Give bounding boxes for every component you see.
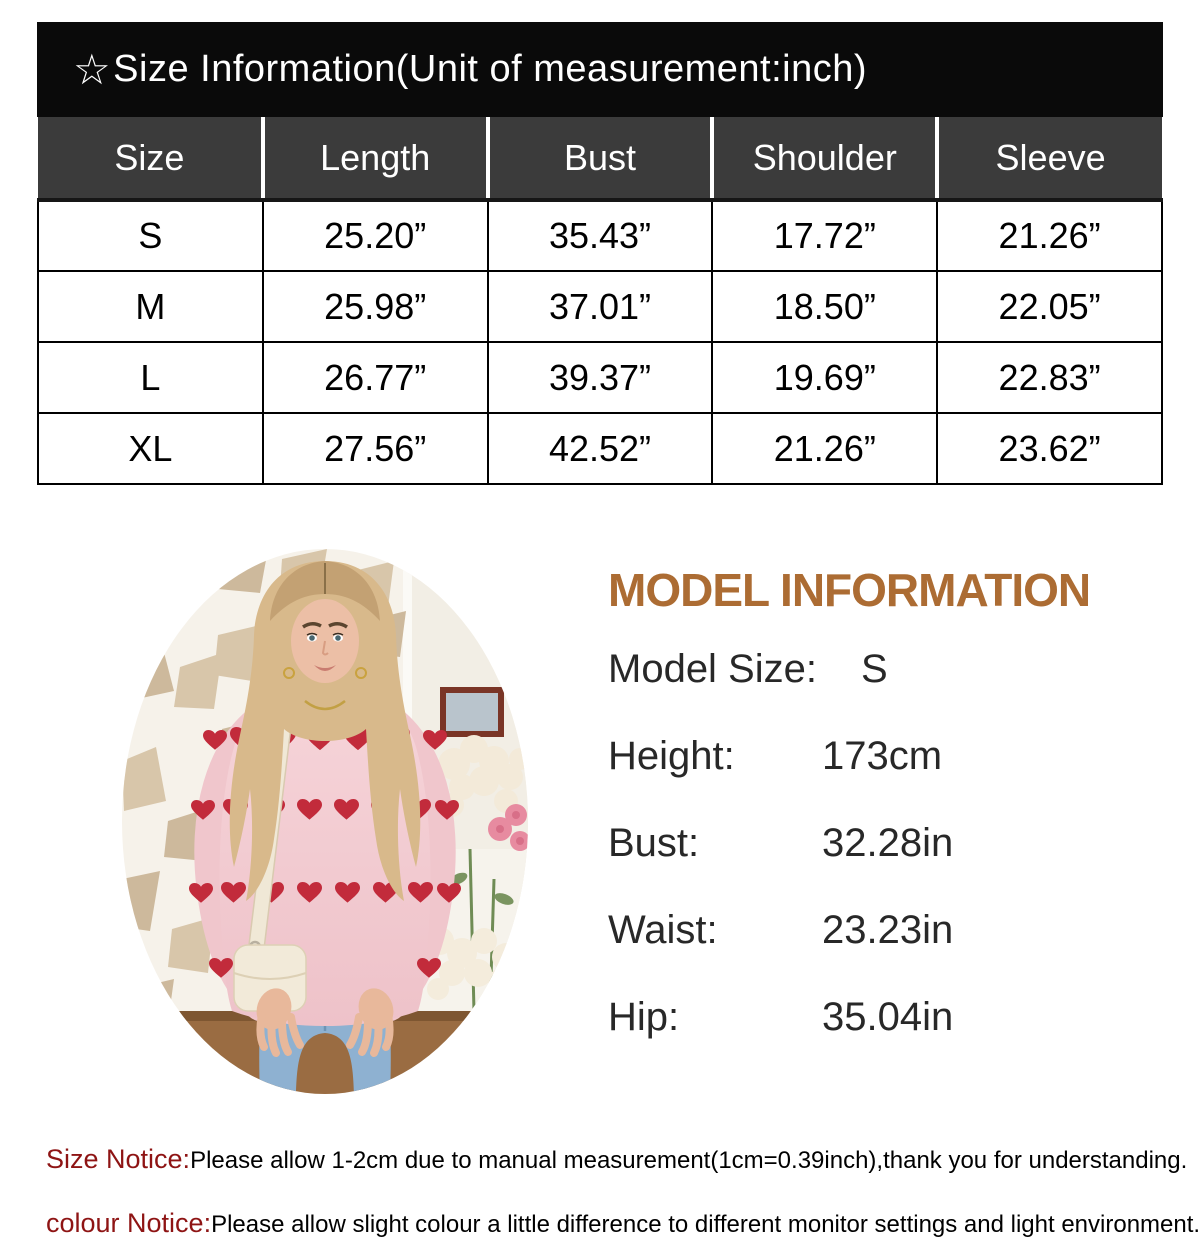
length-cell: 25.20” [263, 200, 488, 271]
model-section [0, 549, 1200, 1094]
colour-notice-text: Please allow slight colour a little difference to different monitor settings and light environment. [211, 1211, 1200, 1238]
model-info-row [608, 908, 1090, 953]
shoulder-cell: 19.69” [712, 342, 937, 413]
bust-cell: 42.52” [488, 413, 713, 484]
bust-cell: 35.43” [488, 200, 713, 271]
length-cell: 25.98” [263, 271, 488, 342]
length-cell: 26.77” [263, 342, 488, 413]
model-info-row [608, 647, 1090, 692]
bust-label: Bust: [608, 821, 700, 865]
column-header-shoulder: Shoulder [712, 117, 937, 200]
table-row [38, 200, 1162, 271]
bust-cell: 39.37” [488, 342, 713, 413]
hip-value: 35.04in [822, 995, 954, 1039]
hip-label: Hip: [608, 995, 680, 1039]
model-size-label: Model Size: [608, 647, 817, 691]
sleeve-cell: 22.83” [937, 342, 1162, 413]
size-cell: XL [38, 413, 263, 484]
size-table-body [38, 200, 1162, 484]
picture-frame [440, 687, 504, 737]
header-row [38, 117, 1162, 200]
star-icon: ☆ [73, 45, 112, 93]
shoulder-cell: 17.72” [712, 200, 937, 271]
model-info-row [608, 821, 1090, 866]
waist-label: Waist: [608, 908, 718, 952]
size-notice-text: Please allow 1-2cm due to manual measurement(1cm=0.39inch),thank you for understanding. [190, 1147, 1188, 1174]
model-photo [122, 549, 528, 1094]
waist-value: 23.23in [822, 908, 954, 952]
size-cell: M [38, 271, 263, 342]
sleeve-cell: 23.62” [937, 413, 1162, 484]
size-cell: S [38, 200, 263, 271]
model-information-panel [608, 549, 1090, 1094]
colour-notice-label: colour Notice: [46, 1208, 212, 1238]
shoulder-cell: 21.26” [712, 413, 937, 484]
column-header-length: Length [263, 117, 488, 200]
table-row [38, 271, 1162, 342]
column-header-size: Size [38, 117, 263, 200]
table-row [38, 342, 1162, 413]
column-header-sleeve: Sleeve [937, 117, 1162, 200]
model-info-row [608, 734, 1090, 779]
size-table-header [38, 117, 1162, 200]
model-info-row [608, 995, 1090, 1040]
size-notice [46, 1144, 1188, 1175]
notices [46, 1144, 1200, 1239]
bust-value: 32.28in [822, 821, 954, 865]
size-info-title: Size Information(Unit of measurement:inch) [113, 48, 868, 90]
size-cell: L [38, 342, 263, 413]
table-row [38, 413, 1162, 484]
size-notice-label: Size Notice: [46, 1144, 191, 1174]
length-cell: 27.56” [263, 413, 488, 484]
model-photo-illustration [122, 549, 528, 1094]
height-label: Height: [608, 734, 735, 778]
bust-cell: 37.01” [488, 271, 713, 342]
size-table [37, 117, 1163, 485]
size-info-title-bar [37, 22, 1163, 117]
height-value: 173cm [822, 734, 943, 778]
model-information-heading: MODEL INFORMATION [608, 564, 1091, 616]
model-size-value: S [860, 647, 888, 691]
sleeve-cell: 22.05” [937, 271, 1162, 342]
column-header-bust: Bust [488, 117, 713, 200]
colour-notice [46, 1208, 1200, 1239]
shoulder-cell: 18.50” [712, 271, 937, 342]
sleeve-cell: 21.26” [937, 200, 1162, 271]
